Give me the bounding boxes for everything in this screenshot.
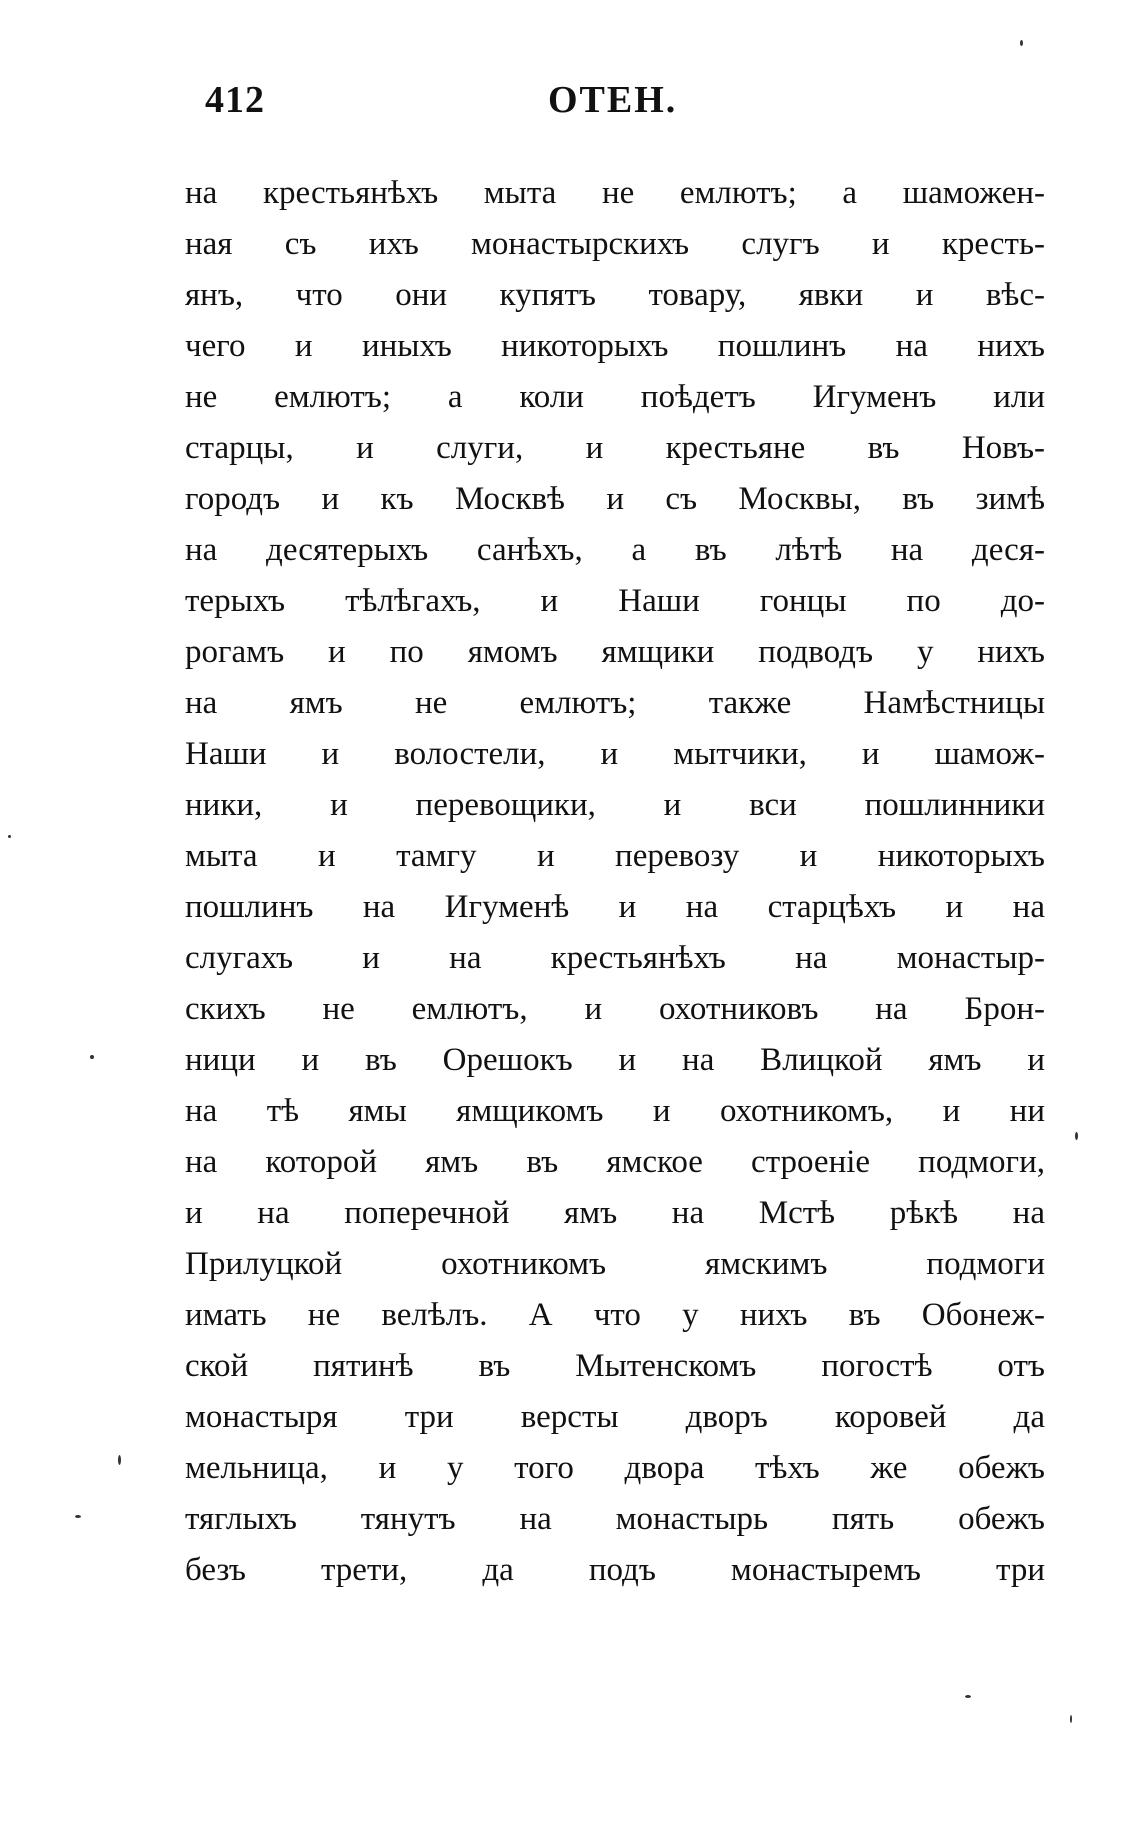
text-line: Наши и волостели, и мытчики, и шамож- xyxy=(185,736,1045,772)
scan-speck xyxy=(1075,1132,1078,1140)
text-line: янъ, что они купятъ товару, явки и вѣс- xyxy=(185,277,1045,313)
text-line: городъ и къ Москвѣ и съ Москвы, въ зимѣ xyxy=(185,481,1045,517)
text-line: на крестьянѣхъ мыта не емлютъ; а шаможен- xyxy=(185,175,1045,211)
text-line: на тѣ ямы ямщикомъ и охотникомъ, и ни xyxy=(185,1093,1045,1129)
text-line: скихъ не емлютъ, и охотниковъ на Брон- xyxy=(185,991,1045,1027)
text-line: монастыря три версты дворъ коровей да xyxy=(185,1399,1045,1435)
scan-speck xyxy=(118,1455,121,1465)
text-line: на которой ямъ въ ямское строеніе подмоги, xyxy=(185,1144,1045,1180)
text-line: на ямъ не емлютъ; также Намѣстницы xyxy=(185,685,1045,721)
scan-speck xyxy=(75,1515,81,1518)
page-number: 412 xyxy=(205,79,265,121)
scan-speck xyxy=(1070,1715,1072,1723)
text-line: пошлинъ на Игуменѣ и на старцѣхъ и на xyxy=(185,889,1045,925)
text-line: Прилуцкой охотникомъ ямскимъ подмоги xyxy=(185,1246,1045,1282)
text-line: на десятерыхъ санѣхъ, а въ лѣтѣ на деся- xyxy=(185,532,1045,568)
text-line: безъ трети, да подъ монастыремъ три xyxy=(185,1552,1045,1588)
scan-speck xyxy=(90,1055,94,1059)
body-text xyxy=(185,168,1045,1596)
scan-speck xyxy=(8,835,11,838)
text-line: рогамъ и по ямомъ ямщики подводъ у нихъ xyxy=(185,634,1045,670)
running-head: ОТЕН. xyxy=(548,79,678,121)
text-line: ници и въ Орешокъ и на Влицкой ямъ и xyxy=(185,1042,1045,1078)
text-line: мыта и тамгу и перевозу и никоторыхъ xyxy=(185,838,1045,874)
text-line: ской пятинѣ въ Мытенскомъ погостѣ отъ xyxy=(185,1348,1045,1384)
text-line: терыхъ тѣлѣгахъ, и Наши гонцы по до- xyxy=(185,583,1045,619)
scan-speck xyxy=(965,1695,971,1698)
text-line: ники, и перевощики, и вси пошлинники xyxy=(185,787,1045,823)
text-line: ная съ ихъ монастырскихъ слугъ и кресть- xyxy=(185,226,1045,262)
text-line: тяглыхъ тянутъ на монастырь пять обежъ xyxy=(185,1501,1045,1537)
text-line: слугахъ и на крестьянѣхъ на монастыр- xyxy=(185,940,1045,976)
text-line: мельница, и у того двора тѣхъ же обежъ xyxy=(185,1450,1045,1486)
scan-speck xyxy=(1020,40,1023,46)
text-line: не емлютъ; а коли поѣдетъ Игуменъ или xyxy=(185,379,1045,415)
text-line: и на поперечной ямъ на Мстѣ рѣкѣ на xyxy=(185,1195,1045,1231)
text-line: старцы, и слуги, и крестьяне въ Новъ- xyxy=(185,430,1045,466)
text-line: чего и иныхъ никоторыхъ пошлинъ на нихъ xyxy=(185,328,1045,364)
text-line: имать не велѣлъ. А что у нихъ въ Обонеж- xyxy=(185,1297,1045,1333)
